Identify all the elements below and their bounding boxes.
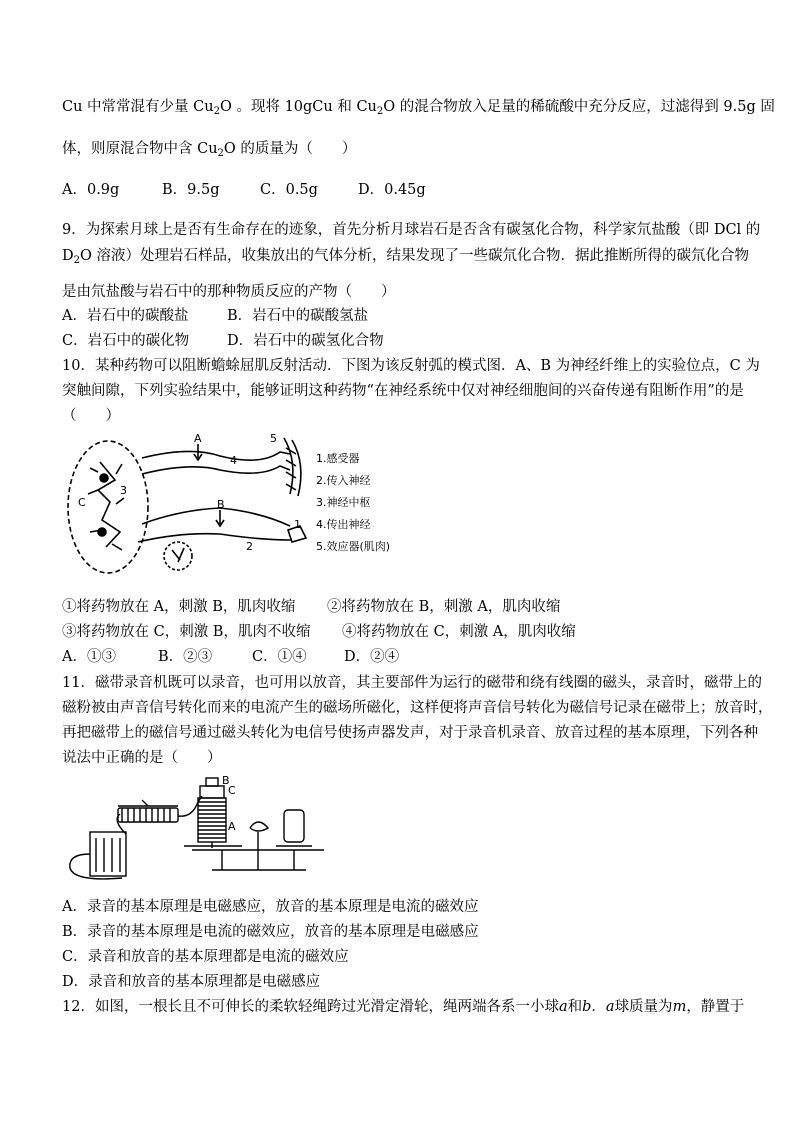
q10-line-2: 突触间隙，下列实验结果中，能够证明这种药物“在神经系统中仅对神经细胞间的兴奋传递有阻断作用”的是 [62, 383, 744, 399]
q10-option-c[interactable]: C．①④ [252, 649, 307, 665]
label-a: A [194, 432, 202, 445]
label-1: 1 [294, 518, 301, 531]
q10-option-a[interactable]: A．①③ [62, 649, 116, 665]
q8-option-d[interactable]: D．0.45g [358, 182, 426, 198]
label-c: C [78, 496, 86, 509]
label-b: B [222, 774, 230, 787]
q9-line-1: 9．为探索月球上是否有生命存在的迹象，首先分析月球岩石是否含有碳氢化合物，科学家氘盐酸（即 DCl 的 [62, 222, 761, 238]
label-a: A [228, 820, 236, 833]
weight-b [206, 778, 218, 786]
legend-4: 4.传出神经 [316, 518, 371, 531]
q11-option-a[interactable]: A．录音的基本原理是电磁感应，放音的基本原理是电流的磁效应 [62, 899, 479, 915]
q8-option-a[interactable]: A．0.9g [62, 182, 120, 198]
q9-option-d[interactable]: D．岩石中的碳氢化合物 [227, 333, 384, 349]
label-3: 3 [120, 484, 127, 497]
cell-body-1 [100, 474, 108, 482]
weight-c [200, 786, 224, 798]
q11-option-b[interactable]: B．录音的基本原理是电流的磁效应，放音的基本原理是电磁感应 [62, 924, 479, 940]
lower-fiber [142, 508, 290, 526]
legend-2: 2.传入神经 [316, 474, 371, 487]
scale-pan-left [184, 842, 242, 848]
rheostat-slider [118, 800, 178, 806]
label-c: C [228, 784, 236, 797]
q10-line-3: （ ） [62, 408, 120, 424]
q9-line-3: 是由氘盐酸与岩石中的那种物质反应的产物（ ） [62, 284, 396, 300]
legend-3: 3.神经中枢 [316, 496, 371, 509]
q11-line-2: 磁粉被由声音信号转化而来的电流产生的磁场所磁化，这样便将声音信号转化为磁信号记录在磁带上；放音时， [62, 700, 773, 716]
q8-line-2: 体，则原混合物中含 $Cu_2O$ 的质量为（ ） [62, 141, 357, 159]
coil-a [198, 798, 226, 842]
reflex-arc-figure [60, 432, 400, 582]
legend-5: 5.效应器(肌肉) [316, 540, 391, 553]
q11-option-d[interactable]: D．录音和放音的基本原理都是电磁感应 [62, 974, 321, 990]
upper-fiber [142, 451, 290, 460]
ganglion-marks [172, 548, 184, 562]
label-2: 2 [246, 540, 253, 553]
q10-statement-1: ①将药物放在 A，刺激 B，肌肉收缩 [62, 599, 296, 615]
rheostat-body [118, 808, 178, 822]
coil-windings [198, 802, 226, 838]
scale-base [212, 850, 306, 870]
q11-option-c[interactable]: C．录音和放音的基本原理都是电流的磁效应 [62, 949, 349, 965]
q11-line-1: 11．磁带录音机既可以录音，也可用以放音，其主要部件为运行的磁带和绕有线圈的磁头，录音时，磁带上的 [62, 675, 762, 691]
electromagnet-figure [62, 772, 352, 887]
q9-line-2: $D_2O$ 溶液）处理岩石样品，收集放出的气体分析，结果发现了一些碳氘化合物．据此推断所得的碳氘化合物 [62, 248, 750, 266]
label-5: 5 [270, 432, 277, 445]
q11-line-3: 再把磁带上的磁信号通过磁头转化为电信号使扬声器发声，对于录音机录音、放音过程的基本原理，下列各种 [62, 725, 758, 741]
cylinder-weight [284, 810, 304, 842]
upper-fiber-lower-edge [142, 466, 290, 474]
q8-option-b[interactable]: B．9.5g [162, 182, 220, 198]
legend-1: 1.感受器 [316, 452, 360, 465]
q12-line-1: 12．如图，一根长且不可伸长的柔软轻绳跨过光滑定滑轮，绳两端各系一小球a和b．a球质量为m，静置于 [62, 999, 745, 1015]
q10-statement-2: ②将药物放在 B，刺激 A，肌肉收缩 [327, 599, 561, 615]
q11-line-4: 说法中正确的是（ ） [62, 750, 222, 766]
q9-option-b[interactable]: B．岩石中的碳酸氢盐 [227, 308, 369, 324]
label-4: 4 [230, 454, 237, 467]
lower-fiber-lower-edge [138, 534, 292, 542]
q8-line-1: Cu 中常常混有少量 $Cu_2O$ 。现将 10gCu 和 $Cu_2O$ 的混合物放入足量的稀硫酸中充分反应，过滤得到 9.5g 固 [62, 99, 775, 117]
label-b: B [217, 498, 225, 511]
q10-line-1: 10．某种药物可以阻断蟾蜍屈肌反射活动．下图为该反射弧的模式图．A、B 为神经纤维上的实验位点，C 为 [62, 358, 760, 374]
q10-option-b[interactable]: B．②③ [158, 649, 213, 665]
rheostat-coil [122, 808, 170, 822]
q10-statement-3: ③将药物放在 C，刺激 B，肌肉不收缩 [62, 624, 311, 640]
cell-body-2 [98, 528, 106, 536]
q9-option-c[interactable]: C．岩石中的碳化物 [62, 333, 190, 349]
q8-option-c[interactable]: C．0.5g [260, 182, 318, 198]
ganglion-circle [164, 542, 192, 570]
q10-statement-4: ④将药物放在 C，刺激 A，肌肉收缩 [342, 624, 576, 640]
scale-pointer [250, 822, 268, 831]
q9-option-a[interactable]: A．岩石中的碳酸盐 [62, 308, 189, 324]
battery-cells [96, 838, 120, 872]
q10-option-d[interactable]: D．②④ [344, 649, 400, 665]
